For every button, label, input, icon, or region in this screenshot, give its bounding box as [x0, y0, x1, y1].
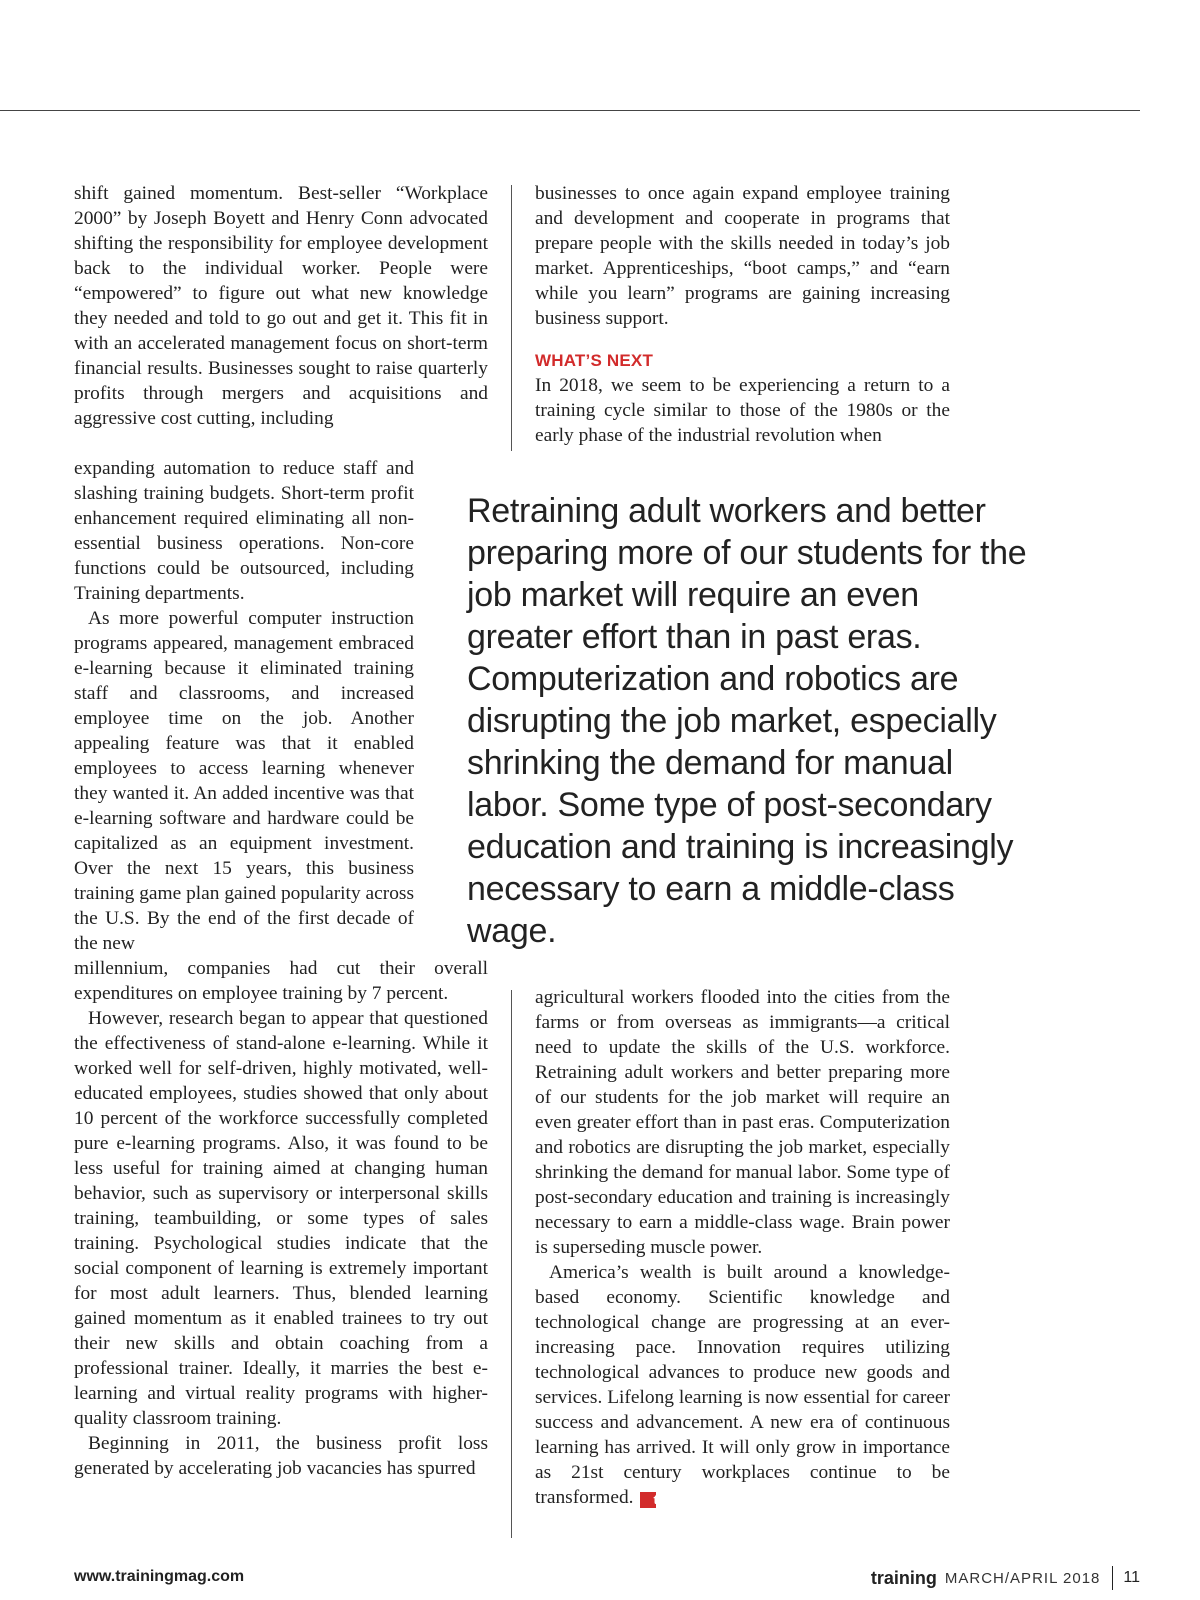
- body-paragraph: However, research began to appear that questioned the effectiveness of stand-alone e-learning. While it worked well for self-driven, highly motivated, well-educated employees, studies showed that only about 10 percent of the workforce successfully completed pure e-learning programs. Also, it was found to be less useful for training aimed at changing human behavior, such as supervisory or interpersonal skills training, teambuilding, or some types of sales training. Psychological studies indicate that the social component of learning is extremely important for most adult learners. Thus, blended learning gained momentum as it enabled trainees to try out their new skills and obtain coaching from a professional trainer. Ideally, it marries the best e-learning and virtual reality programs with higher-quality classroom training.: [74, 1008, 488, 1429]
- footer-issue-date: MARCH/APRIL 2018: [944, 1569, 1101, 1587]
- left-column-middle: [74, 456, 414, 956]
- footer-separator: [1112, 1566, 1113, 1590]
- body-paragraph: businesses to once again expand employee training and development and cooperate in programs that prepare people with the skills needed in today’s job market. Apprenticeships, “boot camps,” and “earn while you learn” programs are gaining increasing business support.: [535, 183, 950, 329]
- body-paragraph: As more powerful computer instruction programs appeared, management embraced e-learning because it eliminated training staff and classrooms, and increased employee time on the job. Another appealing feature was that it enabled employees to access learning whenever they wanted it. An added incentive was that e-learning software and hardware could be capitalized as an equipment investment. Over the next 15 years, this business training game plan gained popularity across the U.S. By the end of the first decade of the new: [74, 608, 414, 954]
- body-paragraph: agricultural workers flooded into the cities from the farms or from overseas as immigrants—a critical need to update the skills of the U.S. workforce. Retraining adult workers and better preparing more of our students for the job market will require an even greater effort than in past eras. Computerization and robotics are disrupting the job market, especially shrinking the demand for manual labor. Some type of post-secondary education and training is increasingly necessary to earn a middle-class wage. Brain power is superseding muscle power.: [535, 987, 950, 1258]
- right-column-top: [535, 181, 950, 448]
- pull-quote: Retraining adult workers and better preparing more of our students for the job market will require an even greater effort than in past eras. Computerization and robotics are disrupting the job market, especially shrinking the demand for manual labor. Some type of post-secondary education and training is increasingly necessary to earn a middle-class wage.: [467, 492, 1027, 950]
- right-column-bottom: [535, 985, 950, 1510]
- footer-brand: training: [870, 1567, 937, 1588]
- body-paragraph: millennium, companies had cut their overall expenditures on employee training by 7 percent.: [74, 958, 488, 1004]
- footer-url-link[interactable]: www.trainingmag.com: [74, 1568, 245, 1585]
- top-rule: [0, 110, 1140, 111]
- column-divider: [511, 185, 512, 451]
- body-paragraph: shift gained momentum. Best-seller “Workplace 2000” by Joseph Boyett and Henry Conn advocated shifting the responsibility for employee development back to the individual worker. People were “empowered” to figure out what new knowledge they needed and told to go out and get it. This fit in with an accelerated management focus on short-term financial results. Businesses sought to raise quarterly profits through mergers and acquisitions and aggressive cost cutting, including: [74, 183, 488, 429]
- body-paragraph-text: America’s wealth is built around a knowledge-based economy. Scientific knowledge and technological change are progressing at an ever-increasing pace. Innovation requires utilizing technological advances to produce new goods and services. Lifelong learning is now essential for career success and advancement. A new era of continuous learning has arrived. It will only grow in importance as 21st century workplaces continue to be transformed.: [535, 1262, 950, 1508]
- body-paragraph: Beginning in 2011, the business profit loss generated by accelerating job vacancies has spurred: [74, 1433, 488, 1479]
- body-paragraph: expanding automation to reduce staff and slashing training budgets. Short-term profit enhancement required eliminating all non-essential business operations. Non-core functions could be outsourced, including Training departments.: [74, 458, 414, 604]
- left-column-bottom: [74, 956, 488, 1481]
- footer-issue-info: [871, 1565, 1140, 1591]
- end-of-article-icon: t: [640, 1492, 656, 1508]
- column-divider: [511, 990, 512, 1538]
- page-number: 11: [1123, 1569, 1140, 1586]
- section-heading: WHAT’S NEXT: [535, 351, 654, 370]
- left-column-top: [74, 181, 488, 431]
- body-paragraph: In 2018, we seem to be experiencing a return to a training cycle similar to those of the 1980s or the early phase of the industrial revolution when: [535, 375, 950, 446]
- body-paragraph: [535, 1260, 950, 1510]
- page-footer: [74, 1565, 1140, 1591]
